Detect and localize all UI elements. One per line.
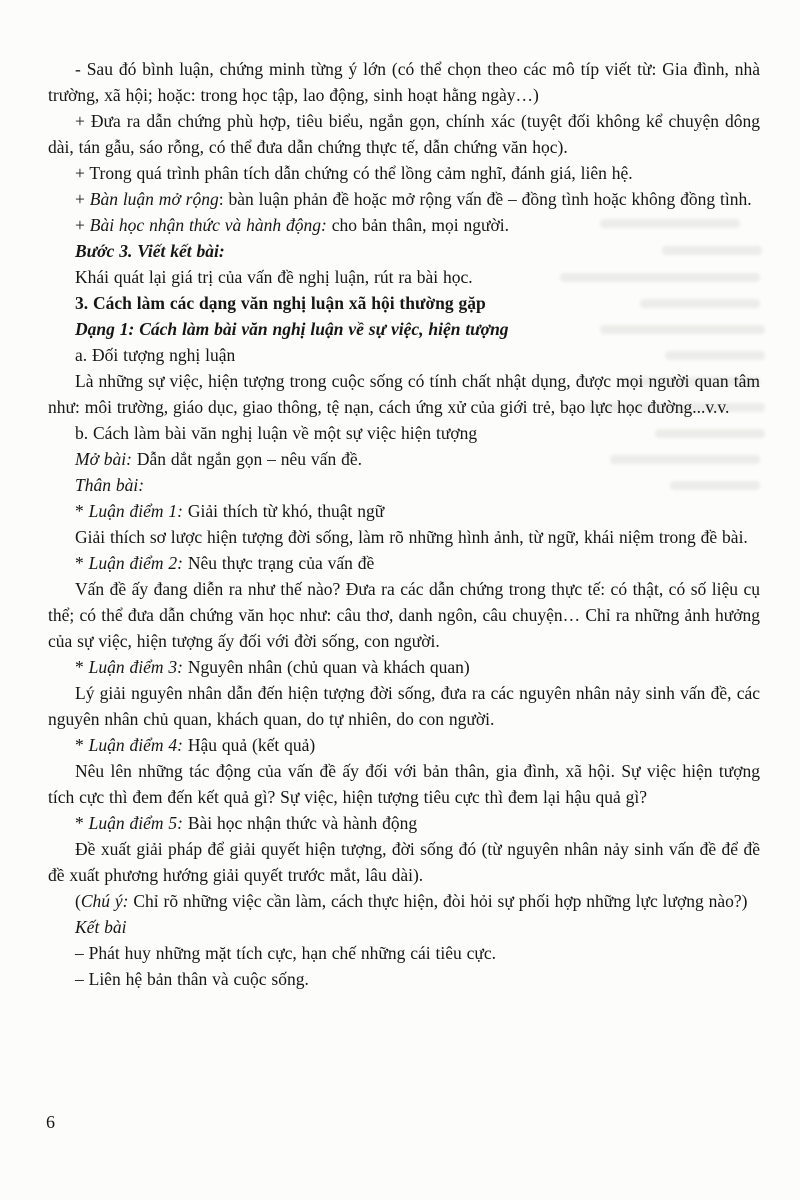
text-segment: + xyxy=(75,189,90,209)
text-segment: Luận điểm 1: xyxy=(88,501,183,521)
text-segment: Luận điểm 4: xyxy=(88,735,183,755)
text-segment: Hậu quả (kết quả) xyxy=(182,735,316,755)
text-segment: Bài học nhận thức và hành động xyxy=(182,813,418,833)
section-heading-type1: Dạng 1: Cách làm bài văn nghị luận về sự việc, hiện tượng xyxy=(75,319,509,339)
subheading-body: Thân bài: xyxy=(75,475,145,495)
text-segment: Giải thích từ khó, thuật ngữ xyxy=(182,501,385,521)
text-segment: * xyxy=(75,501,89,521)
text-segment: Bài học nhận thức và hành động: xyxy=(89,215,327,235)
paragraph: Vấn đề ấy đang diễn ra như thế nào? Đưa ra các dẫn chứng trong thực tế: có thật, có số liệu cụ thể; có thể đưa dẫn chứng văn học như: câu thơ, danh ngôn, câu chuyện… Chỉ ra những ảnh hưởng của sự việc, hiện tượng ấy đối với đời sống, con người. xyxy=(48,579,760,651)
paragraph: + Đưa ra dẫn chứng phù hợp, tiêu biểu, ngắn gọn, chính xác (tuyệt đối không kể chuyện dông dài, tán gẫu, sáo rỗng, có thể đưa dẫn chứng thực tế, dẫn chứng văn học). xyxy=(48,111,760,157)
paragraph xyxy=(48,186,760,212)
section-heading-3: 3. Cách làm các dạng văn nghị luận xã hội thường gặp xyxy=(75,293,486,313)
paragraph xyxy=(48,446,760,472)
paragraph xyxy=(48,888,760,914)
paragraph xyxy=(48,654,760,680)
subheading-b: b. Cách làm bài văn nghị luận về một sự việc hiện tượng xyxy=(75,423,478,443)
text-segment: Luận điểm 5: xyxy=(88,813,183,833)
text-segment: ( xyxy=(75,891,81,911)
text-segment: Luận điểm 2: xyxy=(88,553,183,573)
paragraph xyxy=(48,732,760,758)
text-segment: * xyxy=(75,813,89,833)
paragraph: Là những sự việc, hiện tượng trong cuộc sống có tính chất nhật dụng, được mọi người quan tâm như: môi trường, giáo dục, giao thông, tệ nạn, cách ứng xử của giới trẻ, bạo lực học đường...v.v. xyxy=(48,371,760,417)
text-segment: : bàn luận phản đề hoặc mở rộng vấn đề – đồng tình hoặc không đồng tình. xyxy=(218,189,752,209)
text-segment: + xyxy=(75,215,90,235)
page-number: 6 xyxy=(46,1112,55,1132)
paragraph: + Trong quá trình phân tích dẫn chứng có thể lồng cảm nghĩ, đánh giá, liên hệ. xyxy=(75,163,633,183)
text-segment: Luận điểm 3: xyxy=(88,657,183,677)
paragraph xyxy=(48,810,760,836)
paragraph xyxy=(48,550,760,576)
paragraph: Khái quát lại giá trị của vấn đề nghị luận, rút ra bài học. xyxy=(75,267,473,287)
subheading-conclusion: Kết bài xyxy=(75,917,127,937)
section-heading-step3: Bước 3. Viết kết bài: xyxy=(75,241,225,261)
text-segment: Bàn luận mở rộng xyxy=(89,189,219,209)
text-segment: * xyxy=(75,657,89,677)
paragraph: Lý giải nguyên nhân dẫn đến hiện tượng đời sống, đưa ra các nguyên nhân nảy sinh vấn đề, các nguyên nhân chủ quan, khách quan, do tự nhiên, do con người. xyxy=(48,683,760,729)
subheading-a: a. Đối tượng nghị luận xyxy=(75,345,236,365)
paragraph: – Phát huy những mặt tích cực, hạn chế những cái tiêu cực. xyxy=(75,943,497,963)
text-segment: Chỉ rõ những việc cần làm, cách thực hiện, đòi hỏi sự phối hợp những lực lượng nào?) xyxy=(128,891,748,911)
text-segment: cho bản thân, mọi người. xyxy=(326,215,509,235)
text-segment: Mở bài: xyxy=(75,449,132,469)
paragraph: Nêu lên những tác động của vấn đề ấy đối với bản thân, gia đình, xã hội. Sự việc hiện tượng tích cực thì đem đến kết quả gì? Sự việc, hiện tượng tiêu cực thì đem lại hậu quả gì? xyxy=(48,761,760,807)
paragraph: – Liên hệ bản thân và cuộc sống. xyxy=(75,969,309,989)
text-segment: * xyxy=(75,553,89,573)
text-segment: Dẫn dắt ngắn gọn – nêu vấn đề. xyxy=(131,449,362,469)
text-segment: Nguyên nhân (chủ quan và khách quan) xyxy=(182,657,470,677)
paragraph xyxy=(48,498,760,524)
paragraph: Giải thích sơ lược hiện tượng đời sống, làm rõ những hình ảnh, từ ngữ, khái niệm trong đề bài. xyxy=(75,527,748,547)
text-segment: * xyxy=(75,735,89,755)
paragraph xyxy=(48,212,760,238)
text-segment: Nêu thực trạng của vấn đề xyxy=(182,553,375,573)
paragraph: - Sau đó bình luận, chứng minh từng ý lớn (có thể chọn theo các mô típ viết từ: Gia đình, nhà trường, xã hội; hoặc: trong học tập, lao động, sinh hoạt hằng ngày…) xyxy=(48,59,760,105)
text-segment: Chú ý: xyxy=(80,891,129,911)
paragraph: Đề xuất giải pháp để giải quyết hiện tượng, đời sống đó (từ nguyên nhân nảy sinh vấn đề để đề đề xuất phương hướng giải quyết trước mắt, lâu dài). xyxy=(48,839,760,885)
